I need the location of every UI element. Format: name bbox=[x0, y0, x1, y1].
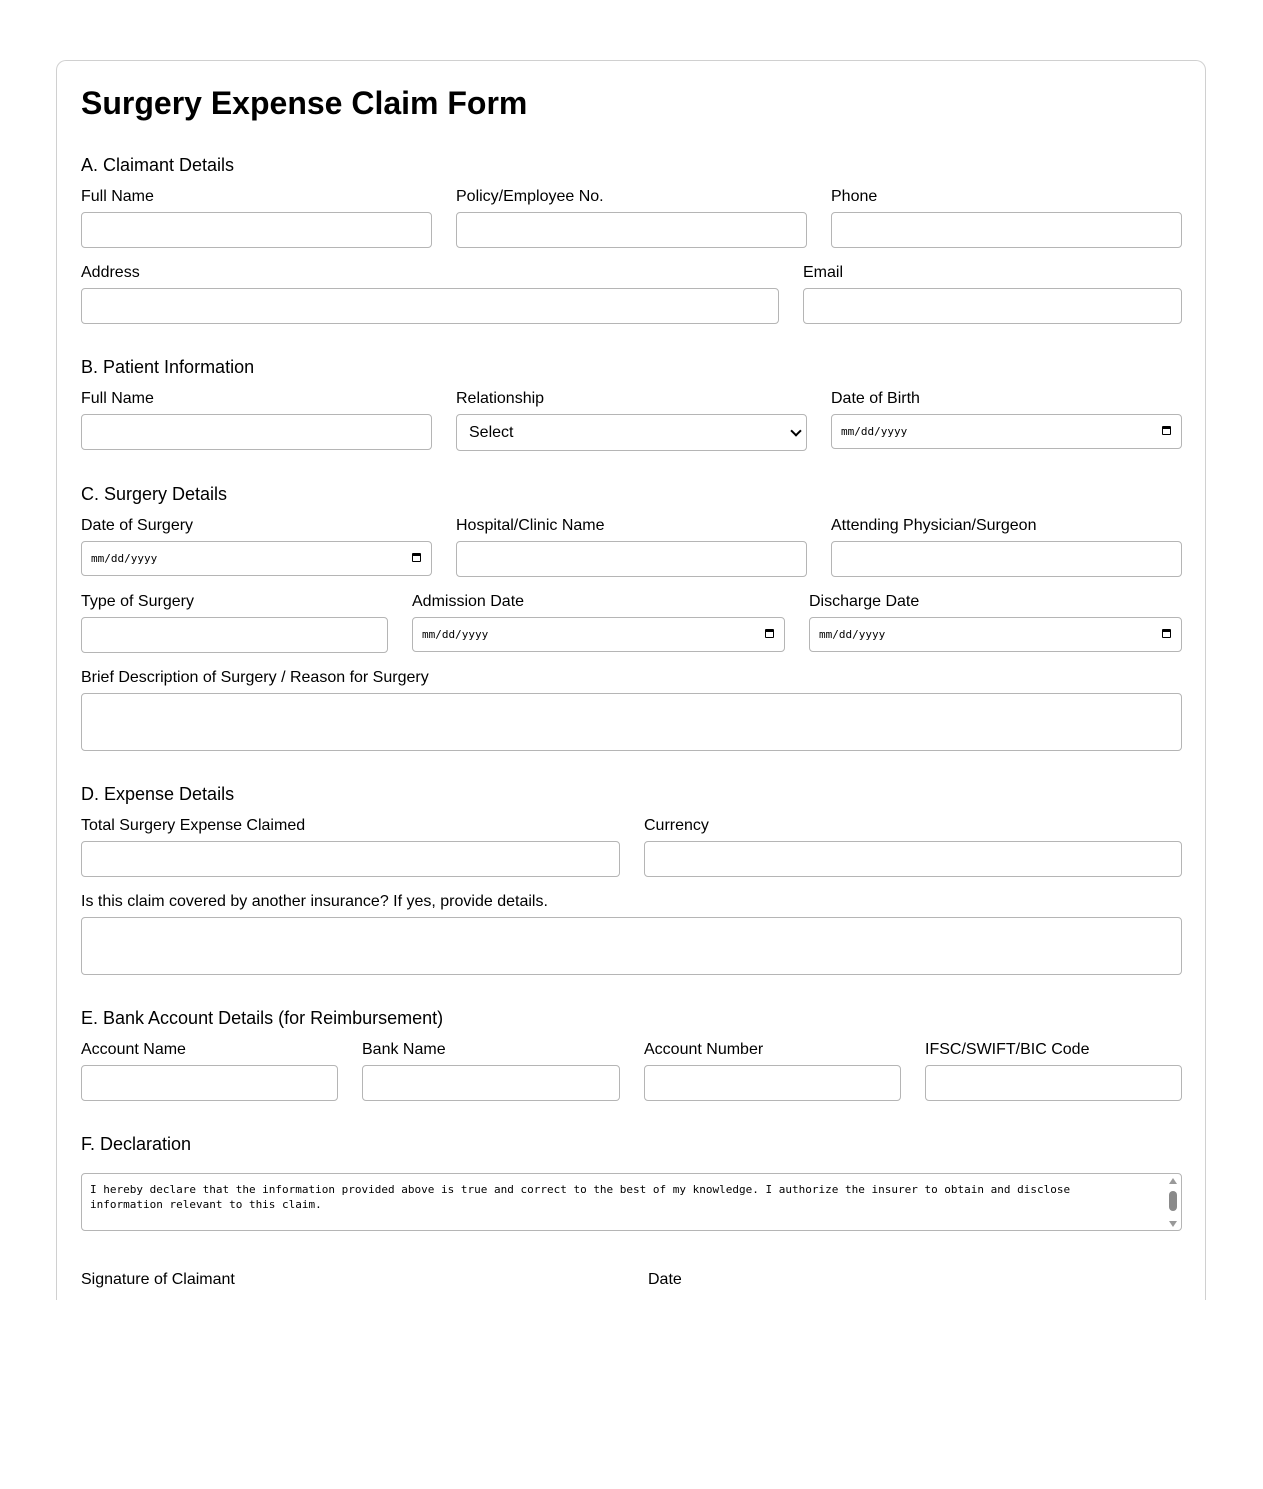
account-number-label: Account Number bbox=[644, 1041, 764, 1058]
phone-input[interactable] bbox=[831, 212, 1182, 248]
calendar-icon[interactable] bbox=[1162, 426, 1171, 435]
scrollbar-thumb[interactable] bbox=[1169, 1191, 1177, 1211]
physician-label: Attending Physician/Surgeon bbox=[831, 517, 1037, 534]
relationship-label: Relationship bbox=[456, 390, 545, 407]
dob-placeholder: mm/dd/yyyy bbox=[841, 425, 908, 438]
discharge-date-label: Discharge Date bbox=[809, 593, 920, 610]
currency-input[interactable] bbox=[644, 841, 1182, 877]
chevron-down-icon bbox=[790, 425, 801, 436]
hospital-label: Hospital/Clinic Name bbox=[456, 517, 605, 534]
discharge-date-placeholder: mm/dd/yyyy bbox=[819, 628, 886, 641]
section-e-heading: E. Bank Account Details (for Reimbursement) bbox=[81, 1008, 444, 1028]
other-insurance-textarea[interactable] bbox=[81, 917, 1182, 975]
phone-label: Phone bbox=[831, 188, 878, 205]
address-input[interactable] bbox=[81, 288, 779, 324]
surgery-description-label: Brief Description of Surgery / Reason for Surgery bbox=[81, 669, 429, 686]
section-d-heading: D. Expense Details bbox=[81, 784, 235, 804]
surgery-description-textarea[interactable] bbox=[81, 693, 1182, 751]
other-insurance-label: Is this claim covered by another insurance? If yes, provide details. bbox=[81, 893, 548, 910]
email-label: Email bbox=[803, 264, 844, 281]
surgery-date-placeholder: mm/dd/yyyy bbox=[91, 552, 158, 565]
relationship-selected-value: Select bbox=[469, 423, 514, 441]
policy-number-label: Policy/Employee No. bbox=[456, 188, 604, 205]
admission-date-label: Admission Date bbox=[412, 593, 525, 610]
calendar-icon[interactable] bbox=[765, 629, 774, 638]
hospital-input[interactable] bbox=[456, 541, 807, 577]
section-b-heading: B. Patient Information bbox=[81, 357, 255, 377]
signature-date-label: Date bbox=[648, 1271, 682, 1288]
admission-date-placeholder: mm/dd/yyyy bbox=[422, 628, 489, 641]
policy-number-input[interactable] bbox=[456, 212, 807, 248]
page-title: Surgery Expense Claim Form bbox=[81, 85, 528, 121]
surgery-date-input[interactable] bbox=[81, 541, 432, 576]
discharge-date-input[interactable] bbox=[809, 617, 1182, 652]
section-f-heading: F. Declaration bbox=[81, 1134, 192, 1154]
account-name-input[interactable] bbox=[81, 1065, 338, 1101]
dob-label: Date of Birth bbox=[831, 390, 920, 407]
section-c-heading: C. Surgery Details bbox=[81, 484, 228, 504]
claimant-full-name-input[interactable] bbox=[81, 212, 432, 248]
surgery-type-input[interactable] bbox=[81, 617, 388, 653]
total-expense-input[interactable] bbox=[81, 841, 620, 877]
declaration-textarea[interactable] bbox=[81, 1173, 1182, 1231]
scroll-up-arrow-icon[interactable] bbox=[1169, 1178, 1177, 1184]
account-name-label: Account Name bbox=[81, 1041, 186, 1058]
signature-label: Signature of Claimant bbox=[81, 1271, 235, 1288]
calendar-icon[interactable] bbox=[412, 553, 421, 562]
bank-name-input[interactable] bbox=[362, 1065, 620, 1101]
email-input[interactable] bbox=[803, 288, 1182, 324]
address-label: Address bbox=[81, 264, 140, 281]
account-number-input[interactable] bbox=[644, 1065, 901, 1101]
patient-full-name-label: Full Name bbox=[81, 390, 154, 407]
scroll-down-arrow-icon[interactable] bbox=[1169, 1221, 1177, 1227]
calendar-icon[interactable] bbox=[1162, 629, 1171, 638]
physician-input[interactable] bbox=[831, 541, 1182, 577]
relationship-select[interactable] bbox=[456, 414, 807, 451]
total-expense-label: Total Surgery Expense Claimed bbox=[81, 817, 306, 834]
surgery-type-label: Type of Surgery bbox=[81, 593, 194, 610]
declaration-text: I hereby declare that the information provided above is true and correct to the best of my knowledge. I authorize the insurer to obtain and disclose information relevant to this claim. bbox=[90, 1183, 1071, 1211]
dob-input[interactable] bbox=[831, 414, 1182, 449]
section-a-heading: A. Claimant Details bbox=[81, 155, 235, 175]
bank-name-label: Bank Name bbox=[362, 1041, 446, 1058]
claimant-full-name-label: Full Name bbox=[81, 188, 154, 205]
surgery-date-label: Date of Surgery bbox=[81, 517, 194, 534]
claim-form-card bbox=[56, 60, 1206, 1300]
bank-code-label: IFSC/SWIFT/BIC Code bbox=[925, 1041, 1090, 1058]
patient-full-name-input[interactable] bbox=[81, 414, 432, 450]
currency-label: Currency bbox=[644, 817, 709, 834]
bank-code-input[interactable] bbox=[925, 1065, 1182, 1101]
admission-date-input[interactable] bbox=[412, 617, 785, 652]
declaration-scrollbar[interactable] bbox=[1167, 1176, 1179, 1228]
